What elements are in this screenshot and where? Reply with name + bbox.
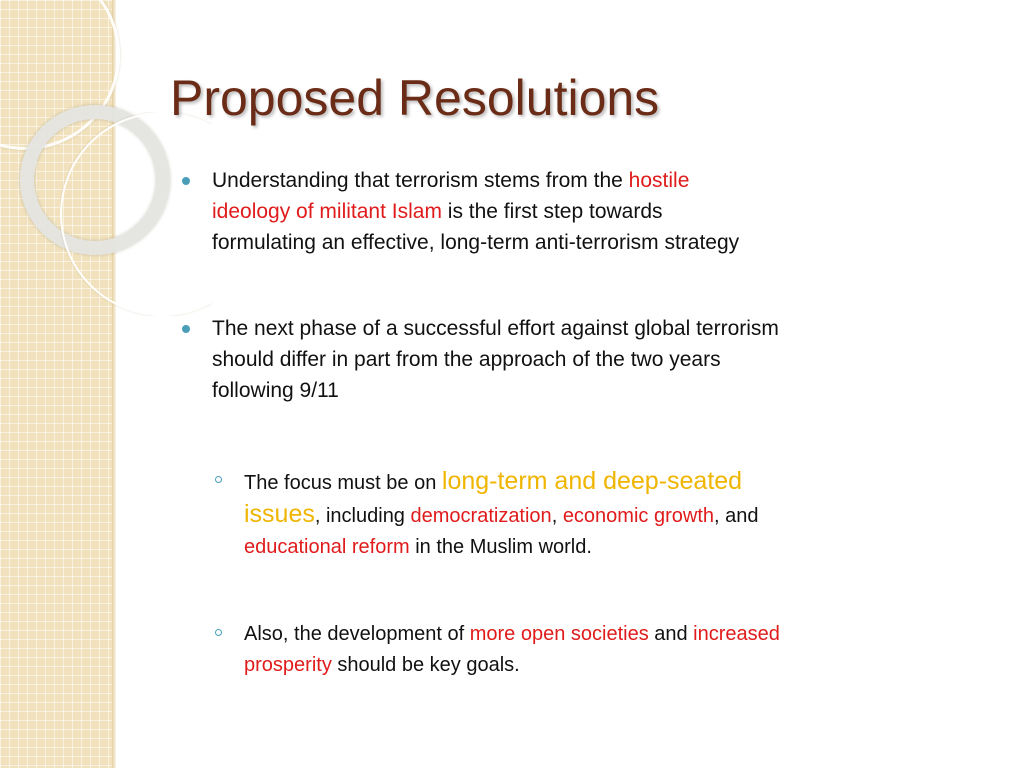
bullet-text-emphasis: increased prosperity bbox=[244, 623, 780, 676]
bullet-text-emphasis: hostile ideology of militant Islam bbox=[212, 169, 690, 223]
bullet-text-plain: , bbox=[551, 505, 563, 527]
bullet-text-plain: The next phase of a successful effort against global terrorism should differ in part from the approach of the two years following 9/11 bbox=[212, 317, 779, 402]
bullet-text-plain: Also, the development of bbox=[244, 623, 470, 645]
bullet-text-highlight: long-term and deep-seated issues bbox=[244, 467, 743, 528]
bullet-marker-icon bbox=[182, 177, 190, 185]
sub-bullet-marker-icon bbox=[215, 476, 222, 483]
bullet-text-plain: is the first step towards formulating an effective, long-term anti-terrorism strategy bbox=[212, 200, 740, 254]
bullet-text-plain: , and bbox=[714, 505, 759, 527]
sub-bullet-item bbox=[172, 619, 789, 681]
bullet-text-emphasis: democratization bbox=[410, 505, 552, 527]
sub-bullet-item bbox=[172, 466, 789, 563]
bullet-marker-icon bbox=[182, 325, 190, 333]
bullet-item bbox=[172, 165, 767, 258]
slide-title: Proposed Resolutions bbox=[170, 70, 660, 126]
bullet-text-plain: in the Muslim world. bbox=[409, 536, 592, 558]
bullet-text-emphasis: economic growth bbox=[562, 505, 714, 527]
bullet-text-plain: , including bbox=[314, 505, 411, 527]
sub-bullet-marker-icon bbox=[215, 629, 222, 636]
slide-body bbox=[172, 165, 832, 681]
bullet-text-plain: The focus must be on bbox=[244, 472, 442, 494]
bullet-text-plain: should be key goals. bbox=[331, 654, 520, 676]
bullet-text-emphasis: more open societies bbox=[469, 623, 649, 645]
bullet-text-plain: Understanding that terrorism stems from the bbox=[212, 169, 629, 192]
bullet-text-emphasis: educational reform bbox=[244, 536, 410, 558]
bullet-text-plain: and bbox=[648, 623, 694, 645]
bullet-item bbox=[172, 313, 802, 406]
